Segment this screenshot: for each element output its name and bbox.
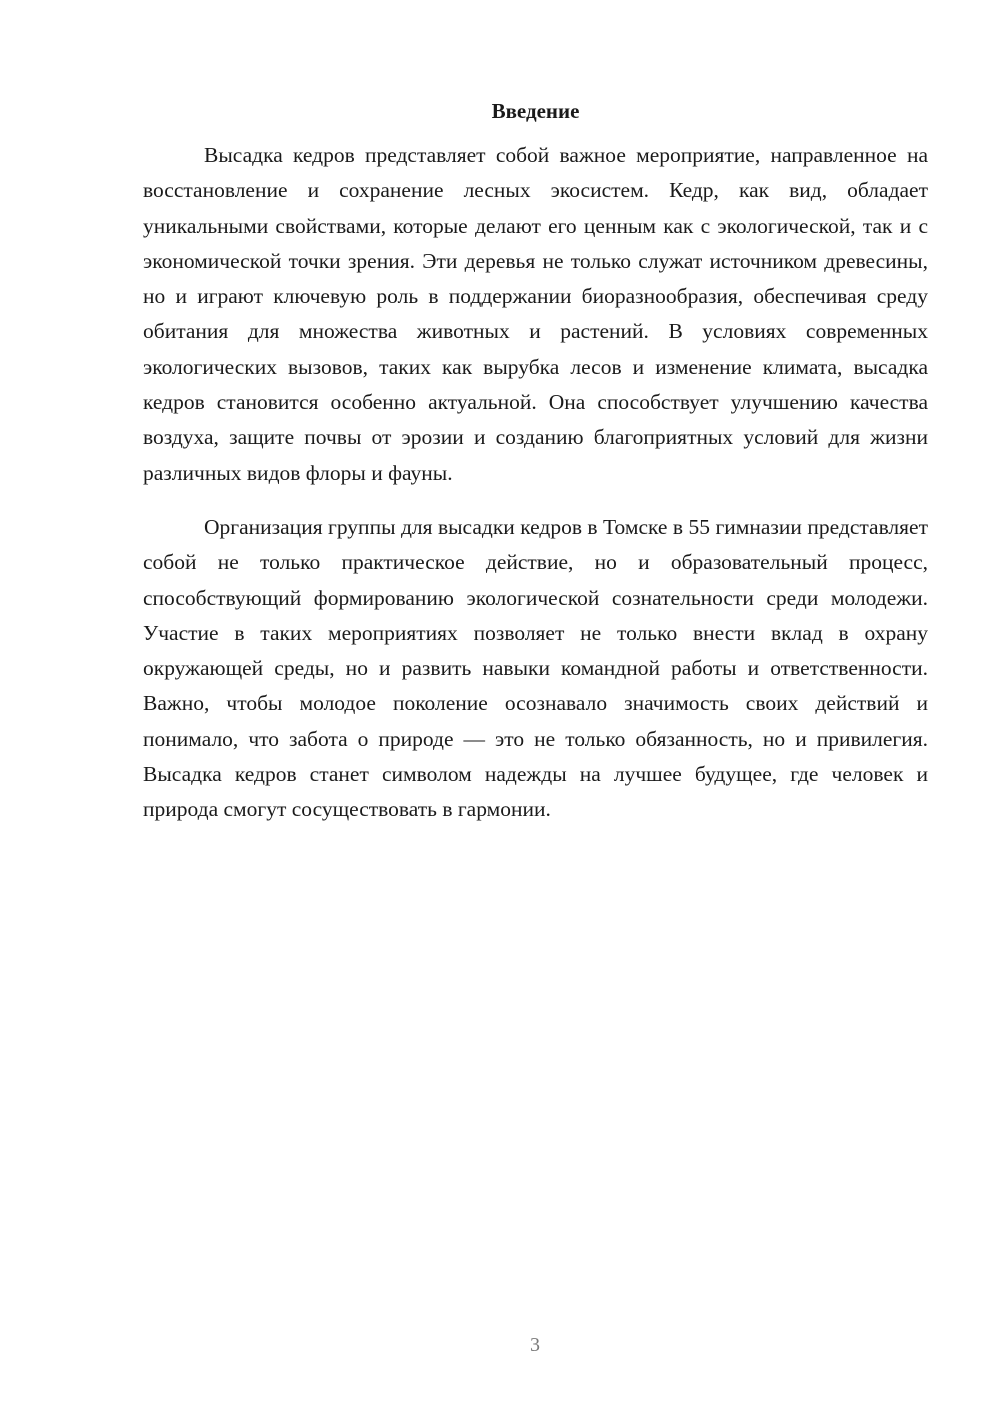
page-content [143,96,928,828]
section-heading: Введение [491,99,580,123]
page-number: 3 [530,1334,540,1356]
paragraph-1: Высадка кедров представляет собой важное мероприятие, направленное на восстановление и сохранение лесных экосистем. Кедр, как вид, обладает уникальными свойствами, которые делают его ценным как с экологической, так и с экономической точки зрения. Эти деревья не только служат источником древесины, но и играют ключевую роль в поддержании биоразнообразия, обеспечивая среду обитания для множества животных и растений. В условиях современных экологических вызовов, таких как вырубка лесов и изменение климата, высадка кедров становится особенно актуальной. Она способствует улучшению качества воздуха, защите почвы от эрозии и созданию благоприятных условий для жизни различных видов флоры и фауны. [143,143,928,485]
paragraph-2: Организация группы для высадки кедров в Томске в 55 гимназии представляет собой не только практическое действие, но и образовательный процесс, способствующий формированию экологической сознательности среди молодежи. Участие в таких мероприятиях позволяет не только внести вклад в охрану окружающей среды, но и развить навыки командной работы и ответственности. Важно, чтобы молодое поколение осознавало значимость своих действий и понимало, что забота о природе — это не только обязанность, но и привилегия. Высадка кедров станет символом надежды на лучшее будущее, где человек и природа смогут сосуществовать в гармонии. [143,514,928,822]
